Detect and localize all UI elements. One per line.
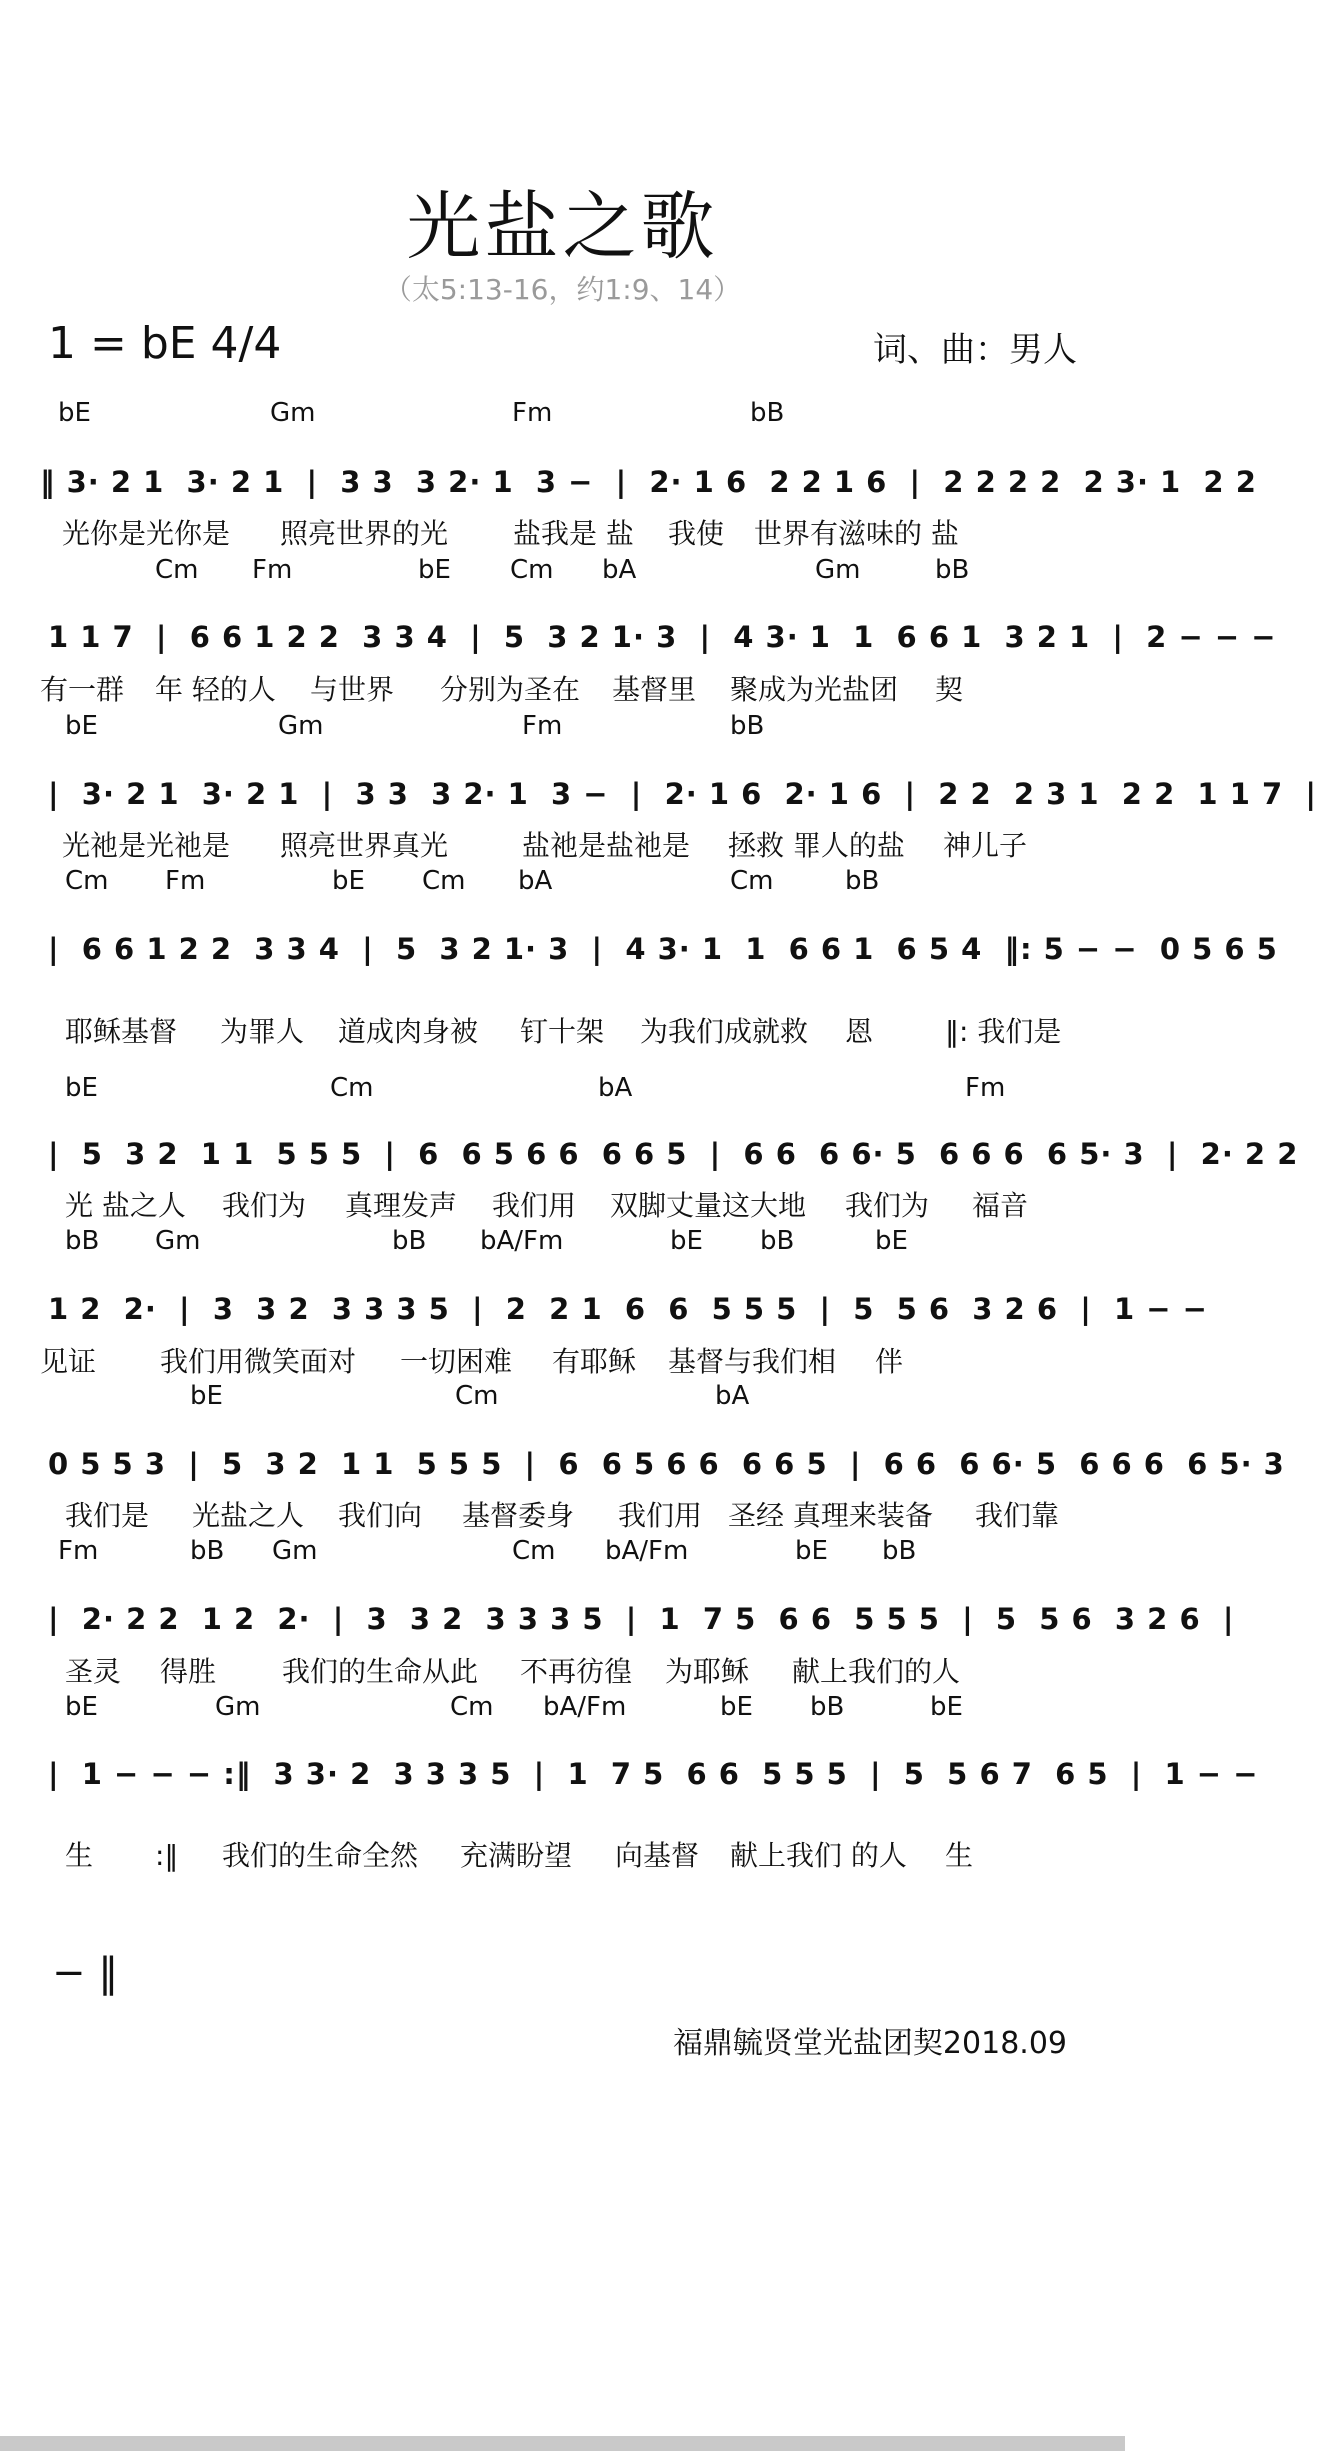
chord-symbol: Cm [512, 1536, 556, 1566]
chord-symbol: bA [602, 555, 637, 585]
lyric-phrase: 世界有滋味的 盐 [754, 517, 959, 550]
lyric-phrase: 拯救 罪人的盐 [728, 829, 905, 862]
lyric-phrase: 我们是 [65, 1499, 150, 1532]
lyric-phrase: 我们用 [618, 1499, 703, 1532]
lyric-phrase: 我们向 [338, 1499, 423, 1532]
chord-symbol: bE [190, 1381, 223, 1411]
lyric-phrase: 耶稣基督 [65, 1015, 178, 1048]
lyric-phrase: 伴 [875, 1345, 904, 1378]
chord-symbol: Cm [730, 866, 774, 896]
lyric-phrase: 献上我们 的人 [730, 1839, 907, 1872]
chord-symbol: Gm [215, 1692, 261, 1722]
lyric-phrase: 一切困难 [400, 1345, 513, 1378]
lyric-phrase: 光你是光你是 [62, 517, 231, 550]
chord-symbol: bA [598, 1073, 633, 1103]
chord-symbol: bE [65, 711, 98, 741]
final-barline: − ‖ [52, 1950, 119, 1996]
lyric-phrase: 神儿子 [943, 829, 1028, 862]
chord-symbol: bB [845, 866, 880, 896]
lyric-phrase: 基督委身 [462, 1499, 575, 1532]
lyric-phrase: 基督里 [612, 673, 697, 706]
lyric-phrase: 年 轻的人 [155, 673, 276, 706]
lyric-phrase: 我们为 [222, 1189, 307, 1222]
chord-symbol: bA [518, 866, 553, 896]
chord-symbol: Cm [65, 866, 109, 896]
lyric-phrase: 我使 [668, 517, 725, 550]
chord-symbol: bE [65, 1692, 98, 1722]
chord-symbol: bE [418, 555, 451, 585]
lyric-phrase: 我们的生命全然 [222, 1839, 419, 1872]
song-title: 光盐之歌 [406, 184, 719, 270]
lyric-phrase: 盐我是 盐 [513, 517, 634, 550]
lyric-phrase: 我们为 [845, 1189, 930, 1222]
chord-symbol: Fm [165, 866, 206, 896]
chord-symbol: bB [882, 1536, 917, 1566]
chord-symbol: bB [65, 1226, 100, 1256]
notation-measures: | 6 6 1 2 2 3 3 4 | 5 3 2 1· 3 | 4 3· 1 1 6 6 1 6 5 4 ‖: 5 − − 0 5 6 5 [48, 932, 1278, 966]
lyric-phrase: 圣灵 [65, 1655, 122, 1688]
lyric-phrase: 光 盐之人 [65, 1189, 186, 1222]
lyric-phrase: 我们用微笑面对 [160, 1345, 357, 1378]
chord-symbol: Fm [522, 711, 563, 741]
chord-symbol: bB [730, 711, 765, 741]
chord-symbol: Fm [965, 1073, 1006, 1103]
chord-symbol: bE [670, 1226, 703, 1256]
lyric-phrase: 盐祂是盐祂是 [522, 829, 691, 862]
notation-measures: ‖ 3· 2 1 3· 2 1 | 3 3 3 2· 1 3 − | 2· 1 6 2 2 1 6 | 2 2 2 2 2 3· 1 2 2 [40, 465, 1257, 499]
chord-symbol: Fm [252, 555, 293, 585]
chord-symbol: bB [190, 1536, 225, 1566]
chord-symbol: Cm [510, 555, 554, 585]
notation-measures: | 1 − − − :‖ 3 3· 2 3 3 3 5 | 1 7 5 6 6 5 5 5 | 5 5 6 7 6 5 | 1 − − [48, 1757, 1259, 1791]
lyric-phrase: 得胜 [160, 1655, 217, 1688]
lyric-phrase: 见证 [40, 1345, 97, 1378]
chord-symbol: Cm [330, 1073, 374, 1103]
lyric-phrase: 我们靠 [975, 1499, 1060, 1532]
lyric-phrase: 与世界 [310, 673, 395, 706]
lyric-phrase: 生 [945, 1839, 974, 1872]
chord-symbol: bE [795, 1536, 828, 1566]
chord-symbol: bA/Fm [605, 1536, 689, 1566]
lyric-phrase: 光祂是光祂是 [62, 829, 231, 862]
chord-symbol: bB [760, 1226, 795, 1256]
lyric-phrase: 为罪人 [220, 1015, 305, 1048]
lyric-phrase: 道成肉身被 [338, 1015, 479, 1048]
chord-symbol: bE [58, 398, 91, 428]
lyric-phrase: 不再彷徨 [520, 1655, 633, 1688]
lyric-phrase: 充满盼望 [460, 1839, 573, 1872]
lyric-phrase: 钉十架 [520, 1015, 605, 1048]
chord-symbol: bE [875, 1226, 908, 1256]
chord-symbol: bB [810, 1692, 845, 1722]
chord-symbol: Gm [272, 1536, 318, 1566]
scripture-reference: （太5:13-16，约1:9、14） [383, 273, 742, 306]
lyric-phrase: 圣经 真理来装备 [728, 1499, 933, 1532]
lyric-phrase: ‖: 我们是 [945, 1015, 1062, 1048]
lyric-phrase: 向基督 [615, 1839, 700, 1872]
chord-symbol: bA [715, 1381, 750, 1411]
lyric-phrase: 生 [65, 1839, 94, 1872]
lyric-phrase: 聚成为光盐团 [730, 673, 899, 706]
chord-symbol: Cm [450, 1692, 494, 1722]
lyric-phrase: 有耶稣 [552, 1345, 637, 1378]
lyric-phrase: 照亮世界的光 [280, 517, 449, 550]
chord-symbol: bA/Fm [480, 1226, 564, 1256]
chord-symbol: Gm [155, 1226, 201, 1256]
chord-symbol: Cm [155, 555, 199, 585]
chord-symbol: Cm [422, 866, 466, 896]
chord-symbol: Cm [455, 1381, 499, 1411]
notation-measures: 0 5 5 3 | 5 3 2 1 1 5 5 5 | 6 6 5 6 6 6 6 5 | 6 6 6 6· 5 6 6 6 6 5· 3 [48, 1447, 1285, 1481]
lyric-phrase: :‖ [155, 1839, 179, 1872]
chord-symbol: Fm [512, 398, 553, 428]
chord-symbol: Gm [278, 711, 324, 741]
lyric-phrase: 基督与我们相 [668, 1345, 837, 1378]
chord-symbol: bB [935, 555, 970, 585]
notation-measures: 1 2 2· | 3 3 2 3 3 3 5 | 2 2 1 6 6 5 5 5 | 5 5 6 3 2 6 | 1 − − [48, 1292, 1208, 1326]
bottom-bar [0, 2436, 1125, 2451]
lyric-phrase: 光盐之人 [192, 1499, 305, 1532]
chord-symbol: bE [65, 1073, 98, 1103]
lyric-phrase: 为我们成就救 [640, 1015, 809, 1048]
lyric-phrase: 为耶稣 [665, 1655, 750, 1688]
chord-symbol: bE [930, 1692, 963, 1722]
notation-measures: | 2· 2 2 1 2 2· | 3 3 2 3 3 3 5 | 1 7 5 6 6 5 5 5 | 5 5 6 3 2 6 | [48, 1602, 1235, 1636]
notation-measures: 1 1 7 | 6 6 1 2 2 3 3 4 | 5 3 2 1· 3 | 4 3· 1 1 6 6 1 3 2 1 | 2 − − − [48, 620, 1277, 654]
lyric-phrase: 真理发声 [345, 1189, 458, 1222]
lyric-phrase: 恩 [845, 1015, 874, 1048]
notation-measures: | 3· 2 1 3· 2 1 | 3 3 3 2· 1 3 − | 2· 1 6 2· 1 6 | 2 2 2 3 1 2 2 1 1 7 | [48, 777, 1317, 811]
lyric-phrase: 我们的生命从此 [282, 1655, 479, 1688]
chord-symbol: Gm [270, 398, 316, 428]
chord-symbol: bB [392, 1226, 427, 1256]
chord-symbol: Gm [815, 555, 861, 585]
lyric-phrase: 双脚丈量这大地 [610, 1189, 807, 1222]
lyric-phrase: 照亮世界真光 [280, 829, 449, 862]
footer-signature: 福鼎毓贤堂光盐团契2018.09 [672, 2026, 1067, 2061]
lyric-phrase: 献上我们的人 [792, 1655, 961, 1688]
chord-symbol: bE [720, 1692, 753, 1722]
lyric-phrase: 福音 [972, 1189, 1029, 1222]
lyric-phrase: 有一群 [40, 673, 125, 706]
lyric-phrase: 分别为圣在 [440, 673, 581, 706]
chord-symbol: bE [332, 866, 365, 896]
chord-symbol: bA/Fm [543, 1692, 627, 1722]
lyric-phrase: 契 [935, 673, 964, 706]
key-signature: 1 = bE 4/4 [48, 318, 282, 369]
notation-measures: | 5 3 2 1 1 5 5 5 | 6 6 5 6 6 6 6 5 | 6 6 6 6· 5 6 6 6 6 5· 3 | 2· 2 2 [48, 1137, 1299, 1171]
lyric-phrase: 我们用 [492, 1189, 577, 1222]
credits: 词、曲：男人 [873, 330, 1077, 370]
chord-symbol: Fm [58, 1536, 99, 1566]
chord-symbol: bB [750, 398, 785, 428]
